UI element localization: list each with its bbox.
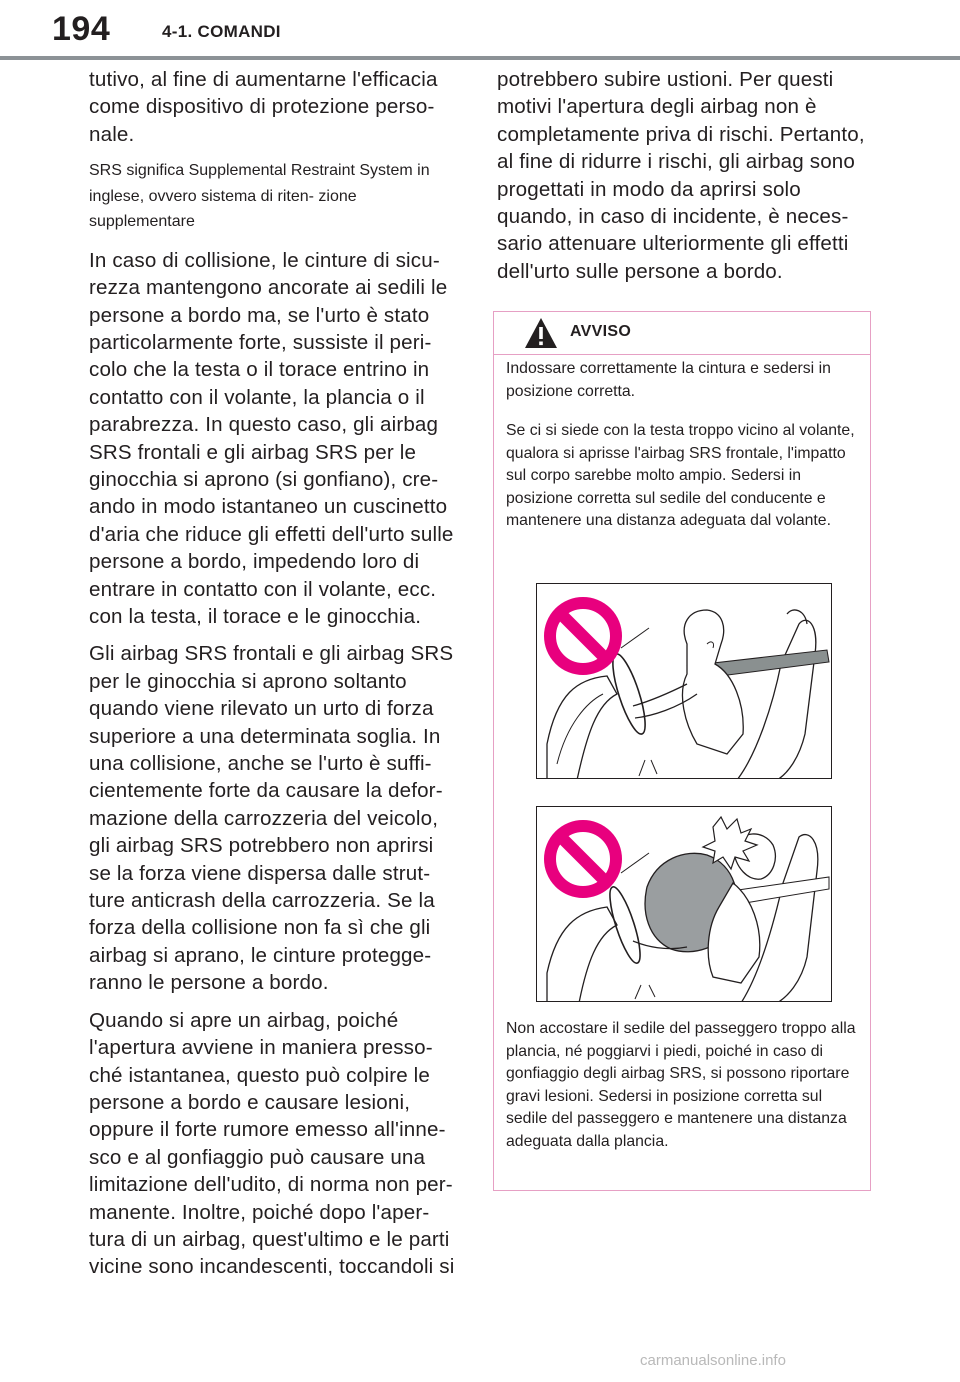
paragraph: Quando si apre un airbag, poiché l'apertura avviene in maniera presso- ché istantanea, questo può colpire le persone a bordo e causare lesioni, oppure il forte rumore emesso all'inne- sco e al gonfiaggio può causare una limitazione dell'udito, di norma non per- manente. Inoltre, poiché dopo l'aper- tura di un airbag, quest'ultimo e le parti vicine sono incandescenti, toccandoli si (89, 1008, 455, 1279)
header-divider (0, 56, 960, 60)
driver-figure (537, 584, 832, 779)
paragraph: In caso di collisione, le cinture di sicu- rezza mantengono ancorate ai sedili le persone a bordo ma, se l'urto è stato particolarmente forte, sussiste il peri- colo che la testa o il torace entrino in contatto con il volante, la plancia o il parabrezza. In questo caso, gli airbag SRS frontali e gli airbag SRS per le ginocchia si aprono (si gonfiano), cre- ando in modo istantaneo un cuscinetto d'aria che riduce gli effetti dell'urto sulle persone a bordo, impedendo loro di entrare in contatto con il volante, ecc. con la testa, il torace e le ginocchia. (89, 248, 454, 628)
paragraph: Gli airbag SRS frontali e gli airbag SRS per le ginocchia si aprono soltanto quando viene rilevato un urto di forza superiore a una determinata soglia. In una collisione, anche se l'urto è suffi- cientemente forte da causare la defor- mazione della carrozzeria del veicolo, gli airbag SRS potrebbero non aprirsi se la forza viene dispersa dalle strut- ture anticrash della carrozzeria. Se la forza della collisione non fa sì che gli airbag si aprano, le cinture protegge- ranno le persone a bordo. (89, 642, 454, 995)
warning-header (494, 312, 870, 355)
warning-triangle-icon (524, 317, 558, 349)
illustration-driver-too-close (536, 583, 832, 779)
left-column (89, 66, 461, 1291)
section-title: 4-1. COMANDI (162, 22, 281, 41)
passenger-figure (537, 807, 832, 1002)
paragraph: potrebbero subire ustioni. Per questi motivi l'apertura degli airbag non è completamente priva di rischi. Pertanto, al fine di ridurre i rischi, gli airbag sono progettati in modo da aprirsi solo quando, in caso di incidente, è neces- sario attenuare ulteriormente gli effetti dell'urto sulle persone a bordo. (497, 68, 865, 283)
warning-title: AVVISO (570, 323, 632, 340)
warning-text: Indossare correttamente la cintura e sedersi in posizione corretta. (506, 360, 831, 400)
page-number: 194 (52, 10, 111, 48)
srs-definition: SRS significa Supplemental Restraint System in inglese, ovvero sistema di riten- zione supplementare (89, 162, 430, 231)
illustration-passenger-too-close (536, 806, 832, 1002)
paragraph: tutivo, al fine di aumentarne l'efficacia come dispositivo di protezione perso- nale. (89, 68, 438, 146)
right-column (497, 66, 873, 295)
page-header (0, 0, 960, 62)
warning-box (493, 311, 871, 1191)
warning-text: Non accostare il sedile del passeggero troppo alla plancia, né poggiarvi i piedi, poiché in caso di gonfiaggio degli airbag SRS, si possono riportare gravi lesioni. Sedersi in posizione corretta sul sedile del passeggero e mantenere una distanza adeguata dalla plancia. (506, 1020, 856, 1150)
watermark: carmanualsonline.info (640, 1352, 786, 1369)
warning-text: Se ci si siede con la testa troppo vicino al volante, qualora si aprisse l'airbag SRS frontale, l'impatto sul corpo sarebbe molto ampio. Sedersi in posizione corretta sul sedile del conducente e mantenere una distanza adeguata dal volante. (506, 422, 855, 530)
